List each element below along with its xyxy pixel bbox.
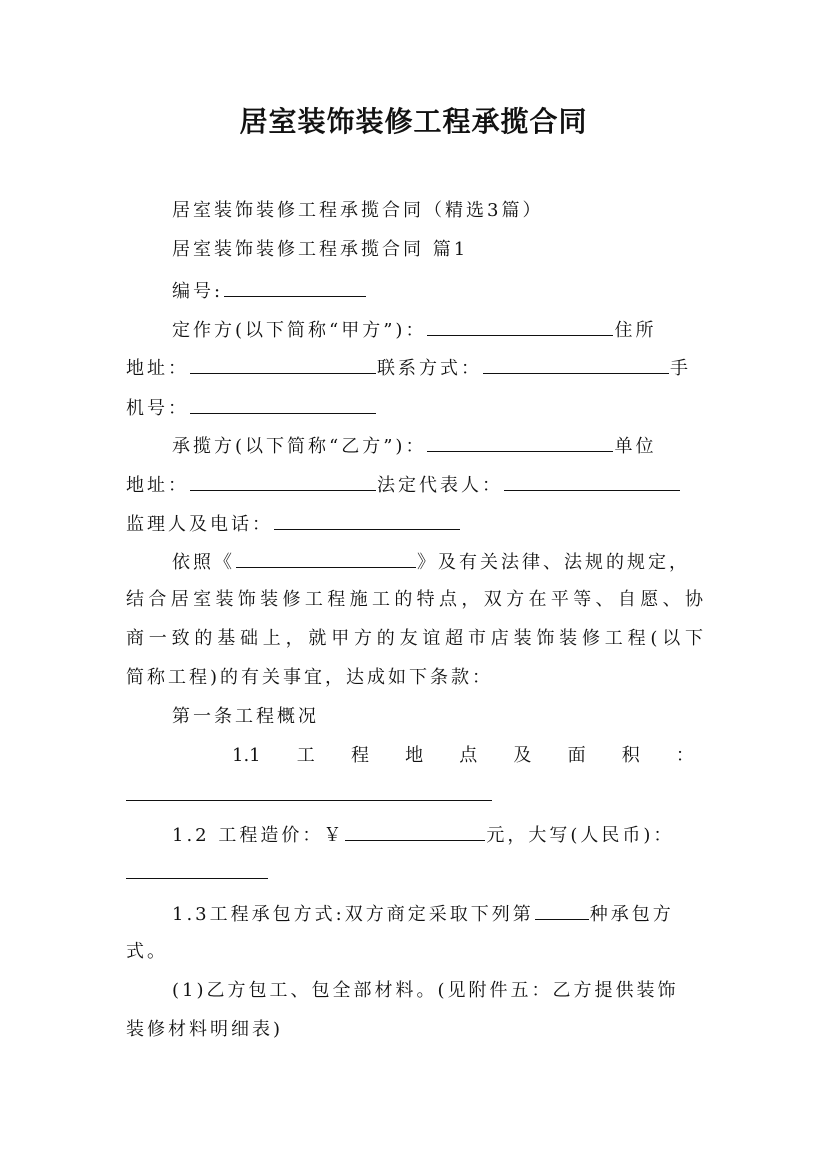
para1-prefix: 依照《	[172, 552, 235, 573]
party-a-row	[172, 317, 706, 343]
item-1-3-row	[172, 901, 706, 927]
paragraph-1-line-2: 结合居室装饰装修工程施工的特点，双方在平等、自愿、协	[126, 589, 706, 610]
item-1-1-char: 积	[621, 745, 640, 766]
mobile-blank	[190, 395, 376, 414]
party-b-label: 承揽方(以下简称“乙方”)：	[172, 436, 427, 457]
item-1-1-char: 1.1	[232, 745, 261, 766]
supervisor-blank	[274, 511, 460, 530]
legal-rep-blank	[504, 472, 680, 491]
unit-label: 单位	[614, 436, 657, 457]
item-1-2-prefix: 1.2 工程造价：￥	[172, 825, 345, 846]
item-1-1-row	[232, 744, 694, 768]
para1-suffix: 》及有关法律、法规的规定，	[417, 552, 690, 573]
supervisor-row	[126, 511, 706, 537]
paragraph-1-line-3: 商一致的基础上，就甲方的友谊超市店装饰装修工程(以下	[126, 628, 706, 649]
number-blank	[224, 278, 366, 297]
supervisor-label: 监理人及电话：	[126, 514, 273, 535]
item-a-line-1: (1)乙方包工、包全部材料。(见附件五：乙方提供装饰	[172, 980, 679, 1001]
number-row	[172, 278, 706, 304]
contact-label: 联系方式：	[377, 358, 482, 379]
item-1-1-char: 工	[296, 745, 315, 766]
paragraph-1-line-4: 简称工程)的有关事宜，达成如下条款：	[126, 667, 494, 688]
item-1-1-char: 及	[513, 745, 532, 766]
party-a-label: 定作方(以下简称“甲方”)：	[172, 320, 427, 341]
price-blank	[345, 822, 485, 841]
contact-blank	[483, 355, 669, 374]
party-b-blank	[427, 433, 613, 452]
address-legal-row	[126, 472, 706, 498]
document-title: 居室装饰装修工程承揽合同	[239, 105, 588, 138]
address-blank	[190, 355, 376, 374]
law-name-blank	[236, 549, 416, 568]
address-contact-row	[126, 355, 706, 381]
document-subtitle: 居室装饰装修工程承揽合同（精选3篇）	[172, 200, 544, 221]
item-1-1-char: 面	[567, 745, 586, 766]
paragraph-1-line-1	[172, 549, 706, 575]
section-heading: 居室装饰装修工程承揽合同 篇1	[172, 239, 469, 260]
number-label: 编号:	[172, 281, 224, 302]
item-1-1-char: 地	[405, 745, 424, 766]
article-1-heading: 第一条工程概况	[172, 706, 319, 727]
item-1-1-blank	[126, 800, 492, 801]
method-blank	[535, 901, 589, 920]
item-1-1-char: ：	[675, 745, 694, 766]
item-a-line-2: 装修材料明细表)	[126, 1019, 284, 1040]
residence-label: 住所	[614, 320, 657, 341]
item-1-1-char: 程	[350, 745, 369, 766]
mobile-label-start: 手	[670, 358, 691, 379]
item-1-2-suffix: 元，大写(人民币)：	[486, 825, 675, 846]
item-1-2-row	[172, 822, 706, 848]
item-1-3-prefix: 1.3工程承包方式:双方商定采取下列第	[172, 904, 534, 925]
item-1-3-line-2: 式。	[126, 941, 168, 962]
address-label-b: 地址：	[126, 475, 189, 496]
mobile-label: 机号：	[126, 398, 189, 419]
party-b-row	[172, 433, 706, 459]
party-a-blank	[427, 317, 613, 336]
price-words-blank	[126, 878, 268, 879]
address-label: 地址：	[126, 358, 189, 379]
item-1-3-suffix: 种承包方	[589, 904, 674, 925]
address-b-blank	[190, 472, 376, 491]
mobile-row	[126, 395, 706, 421]
item-1-1-char: 点	[459, 745, 478, 766]
legal-rep-label: 法定代表人：	[377, 475, 503, 496]
